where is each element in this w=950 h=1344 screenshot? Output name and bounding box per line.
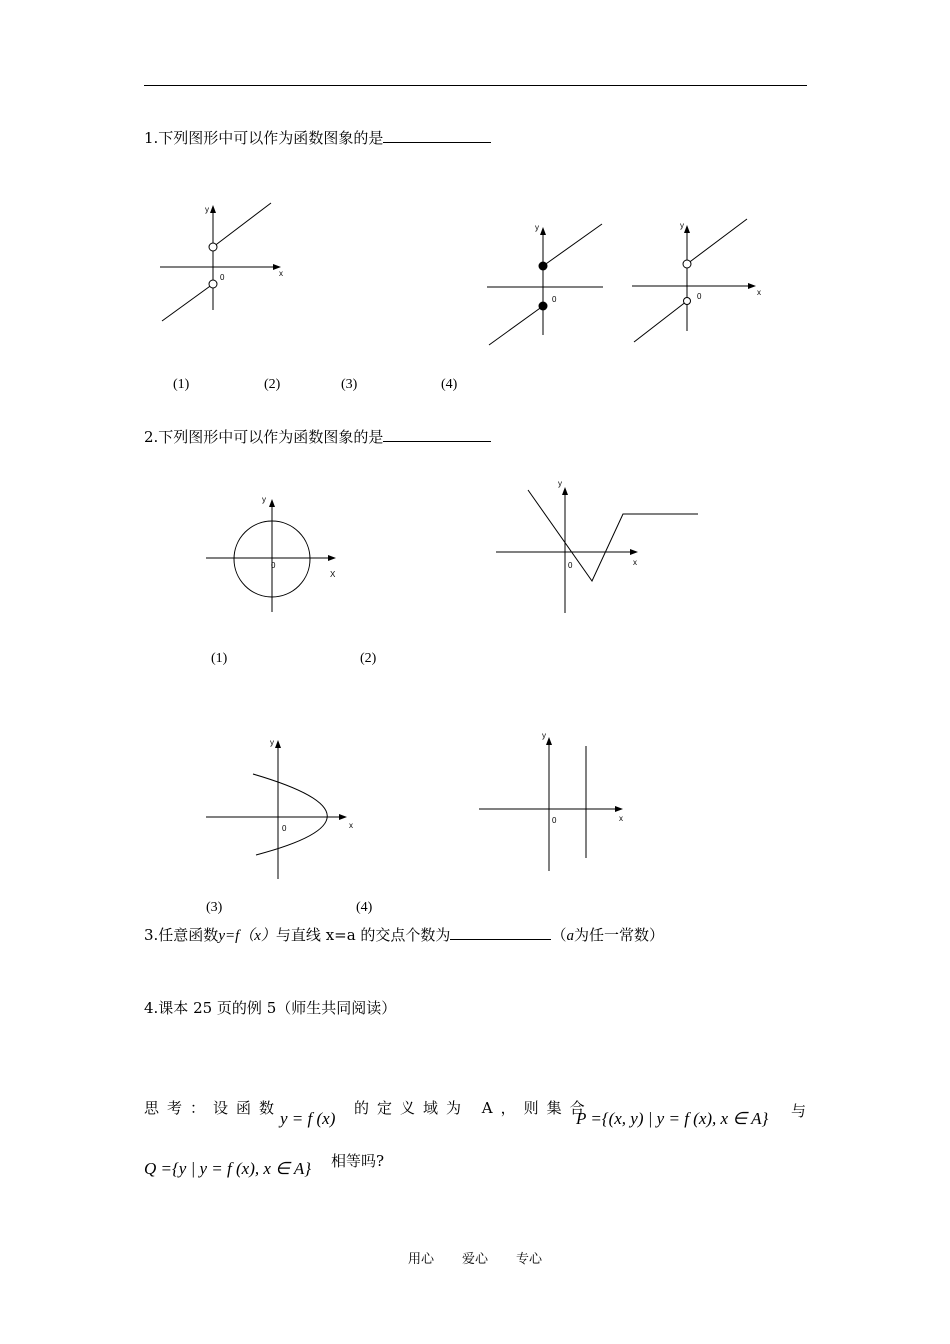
q2-figure-4 xyxy=(475,728,635,873)
q1-label-3: (3) xyxy=(341,377,358,392)
origin-label: 0 xyxy=(697,292,702,301)
q1-figure-3 xyxy=(485,218,610,348)
q2-label-1: (1) xyxy=(211,651,228,666)
header-rule xyxy=(144,85,807,86)
x-axis-label: x xyxy=(279,269,283,278)
answer-blank-2[interactable] xyxy=(383,427,491,442)
q1-figure-1 xyxy=(155,200,295,330)
y-axis-label: y xyxy=(535,223,539,232)
question-1: 1.下列图形中可以作为函数图象的是 xyxy=(144,128,491,147)
q2-label-2: (2) xyxy=(360,651,377,666)
q2-figure-1 xyxy=(200,490,350,620)
think-label: 思考：设函数 xyxy=(144,1099,283,1117)
question-4: 4.课本 25 页的例 5（师生共同阅读） xyxy=(144,999,397,1017)
origin-label: 0 xyxy=(282,824,287,833)
x-axis-label: x xyxy=(619,814,623,823)
x-axis-label: x xyxy=(349,821,353,830)
question-3: 3.任意函数y=f（x）与直线 x=a 的交点个数为 （a为任一常数） xyxy=(144,926,664,944)
origin-label: 0 xyxy=(552,816,557,825)
answer-blank-3[interactable] xyxy=(450,925,551,940)
think-middle: 的定义域为 A，则集合 xyxy=(354,1099,593,1117)
think-yu: 与 xyxy=(791,1102,807,1120)
y-axis-label: y xyxy=(558,479,562,488)
q1-figure-4 xyxy=(630,215,770,345)
q2-label-4: (4) xyxy=(356,900,373,915)
y-axis-label: y xyxy=(205,205,209,214)
x-axis-label: x xyxy=(633,558,637,567)
footer: 用心 爱心 专心 xyxy=(407,1252,543,1267)
think-end: 相等吗? xyxy=(331,1152,385,1170)
x-axis-label: x xyxy=(757,288,761,297)
q2-label-3: (3) xyxy=(206,900,223,915)
q1-label-4: (4) xyxy=(441,377,458,392)
y-axis-label: y xyxy=(262,495,266,504)
x-axis-label: X xyxy=(330,570,336,579)
origin-label: 0 xyxy=(568,561,573,570)
answer-blank-1[interactable] xyxy=(383,128,491,143)
q1-label-2: (2) xyxy=(264,377,281,392)
y-axis-label: y xyxy=(680,221,684,230)
origin-label: 0 xyxy=(271,561,276,570)
q2-figure-2 xyxy=(490,475,710,615)
function-expr: y=f（x） xyxy=(218,928,276,944)
q1-label-1: (1) xyxy=(173,377,190,392)
question-2: 2.下列图形中可以作为函数图象的是 xyxy=(144,427,491,446)
origin-label: 0 xyxy=(220,273,225,282)
set-Q: Q ={y | y = f (x), x ∈ A} xyxy=(144,1159,312,1178)
q2-figure-3 xyxy=(200,733,370,883)
y-axis-label: y xyxy=(270,738,274,747)
origin-label: 0 xyxy=(552,295,557,304)
think-function: y = f (x) xyxy=(280,1109,336,1128)
set-P: P ={(x, y) | y = f (x), x ∈ A} xyxy=(576,1109,769,1128)
y-axis-label: y xyxy=(542,731,546,740)
